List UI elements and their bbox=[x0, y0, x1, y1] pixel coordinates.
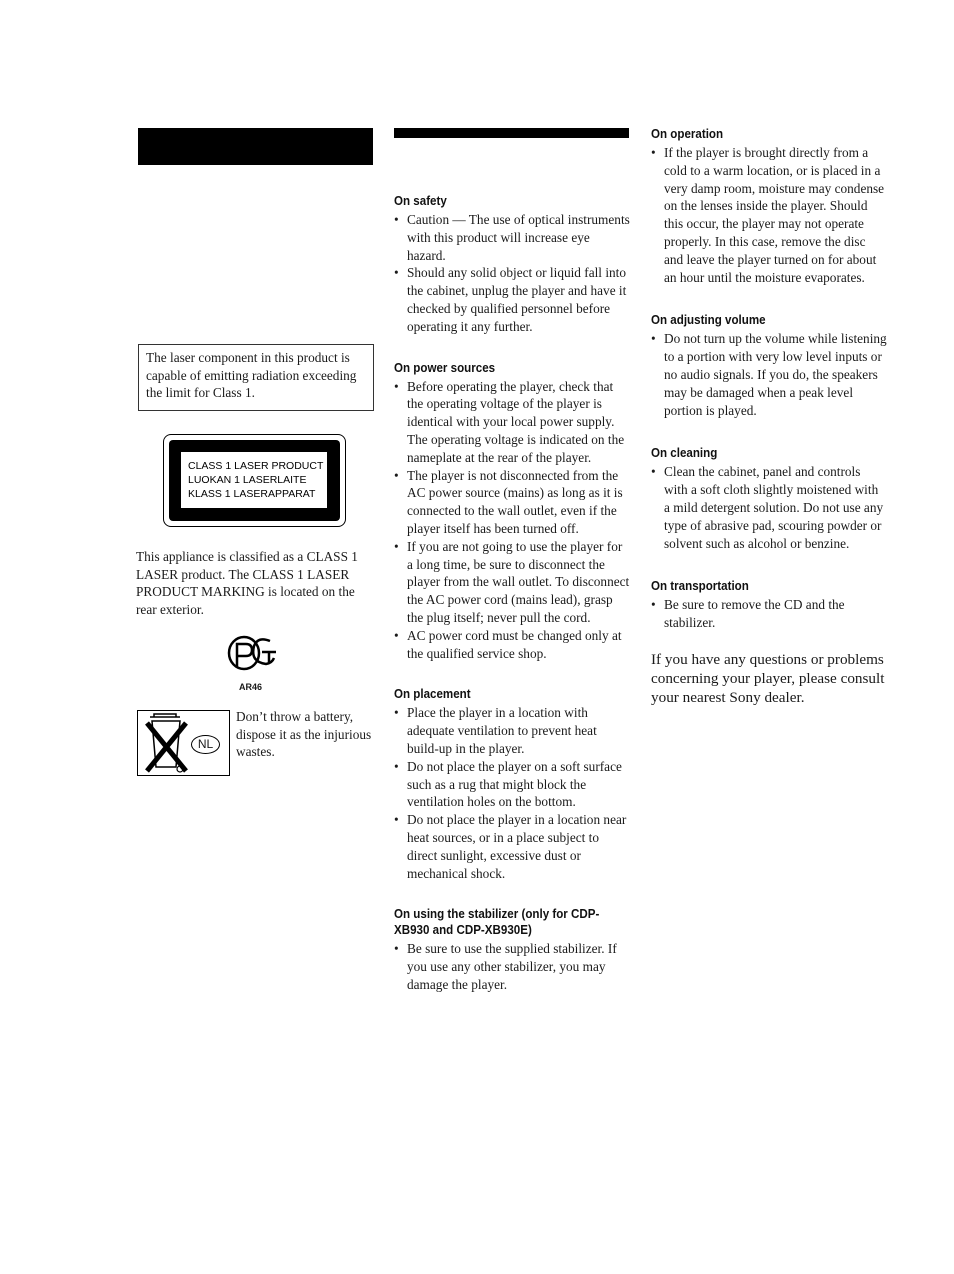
laser-label-line: CLASS 1 LASER PRODUCT bbox=[188, 460, 324, 472]
middle-column bbox=[394, 193, 630, 994]
list-item: • AC power cord must be changed only at the qualified service shop. bbox=[394, 627, 630, 663]
section-heading: On power sources bbox=[394, 360, 496, 375]
laser-label-line: KLASS 1 LASERAPPARAT bbox=[188, 488, 316, 500]
section-heading: On placement bbox=[394, 687, 471, 702]
section-heading: On transportation bbox=[651, 579, 749, 594]
pct-mark-icon bbox=[226, 632, 280, 676]
section-placement bbox=[394, 686, 630, 882]
list-item: • If you are not going to use the player for a long time, be sure to disconnect the player from the wall outlet. To disconnect the AC power cord (mains lead), grasp the plug itself; never pull the cord. bbox=[394, 538, 630, 627]
list-item: • Place the player in a location with adequate ventilation to prevent heat build-up in the player. bbox=[394, 704, 630, 757]
battery-badge bbox=[191, 735, 220, 754]
section-operation bbox=[651, 126, 887, 286]
section-heading: On operation bbox=[651, 127, 724, 141]
list-item: • Be sure to use the supplied stabilizer. If you use any other stabilizer, you may damage the player. bbox=[394, 940, 630, 993]
laser-warning-text: The laser component in this product is capable of emitting radiation exceeding the limit for Class 1. bbox=[146, 350, 357, 401]
section-heading: On cleaning bbox=[651, 446, 718, 461]
list-item: • Be sure to remove the CD and the stabilizer. bbox=[651, 596, 887, 632]
section-transportation bbox=[651, 578, 887, 632]
left-title-bar bbox=[138, 128, 373, 165]
list-item: • Do not turn up the volume while listening to a portion with very low level inputs or no audio signals. If you do, the speakers may be damaged when a peak level portion is played. bbox=[651, 330, 887, 419]
section-cleaning bbox=[651, 445, 887, 552]
classification-text: This appliance is classified as a CLASS 1 LASER product. The CLASS 1 LASER PRODUCT MARKING is located on the rear exterior. bbox=[136, 549, 358, 617]
section-heading: On safety bbox=[394, 194, 447, 208]
list-item: • Clean the cabinet, panel and controls with a soft cloth slightly moistened with a mild detergent solution. Do not use any type of abrasive pad, scouring powder or solvent such as alcohol or benzine. bbox=[651, 463, 887, 552]
section-heading: On adjusting volume bbox=[651, 313, 766, 328]
list-item: • Do not place the player on a soft surface such as a rug that might block the ventilation holes on the bottom. bbox=[394, 758, 630, 811]
laser-class-label-panel bbox=[181, 452, 327, 508]
section-adjusting-volume bbox=[651, 312, 887, 419]
list-item: • Before operating the player, check that the operating voltage of the player is identical with your local power supply. The operating voltage is indicated on the nameplate at the rear of the player. bbox=[394, 378, 630, 467]
laser-warning-box bbox=[138, 344, 374, 411]
list-item: • Caution — The use of optical instruments with this product will increase eye hazard. bbox=[394, 211, 630, 264]
list-item: • The player is not disconnected from the AC power source (mains) as long as it is connected to the wall outlet, even if the player itself has been turned off. bbox=[394, 467, 630, 538]
laser-label-line: LUOKAN 1 LASERLAITE bbox=[188, 474, 307, 486]
cert-mark-code: AR46 bbox=[239, 682, 263, 692]
right-column bbox=[651, 126, 887, 707]
list-item: • Do not place the player in a location near heat sources, or in a place subject to direct sunlight, excessive dust or mechanical shock. bbox=[394, 811, 630, 882]
battery-text: Don’t throw a battery, dispose it as the injurious wastes. bbox=[236, 709, 372, 760]
section-power-sources bbox=[394, 360, 630, 663]
certification-mark bbox=[226, 632, 280, 690]
middle-title-bar bbox=[394, 128, 629, 138]
battery-symbol-box bbox=[137, 710, 230, 776]
laser-class-label bbox=[163, 434, 346, 527]
closing-paragraph: If you have any questions or problems concerning your player, please consult your nearest Sony dealer. bbox=[651, 650, 885, 706]
list-item: • Should any solid object or liquid fall into the cabinet, unplug the player and have it checked by qualified personnel before operating it any further. bbox=[394, 264, 630, 335]
battery-badge-label: NL bbox=[197, 737, 214, 751]
section-heading: On using the stabilizer (only for CDP-XB930 and CDP-XB930E) bbox=[394, 907, 600, 938]
section-stabilizer bbox=[394, 906, 630, 993]
section-safety bbox=[394, 193, 630, 336]
list-item: • If the player is brought directly from a cold to a warm location, or is placed in a very damp room, moisture may condense on the lenses inside the player. Should this occur, the player may not operate properly. In this case, remove the disc and leave the player turned on for about an hour until the moisture evaporates. bbox=[651, 144, 887, 286]
